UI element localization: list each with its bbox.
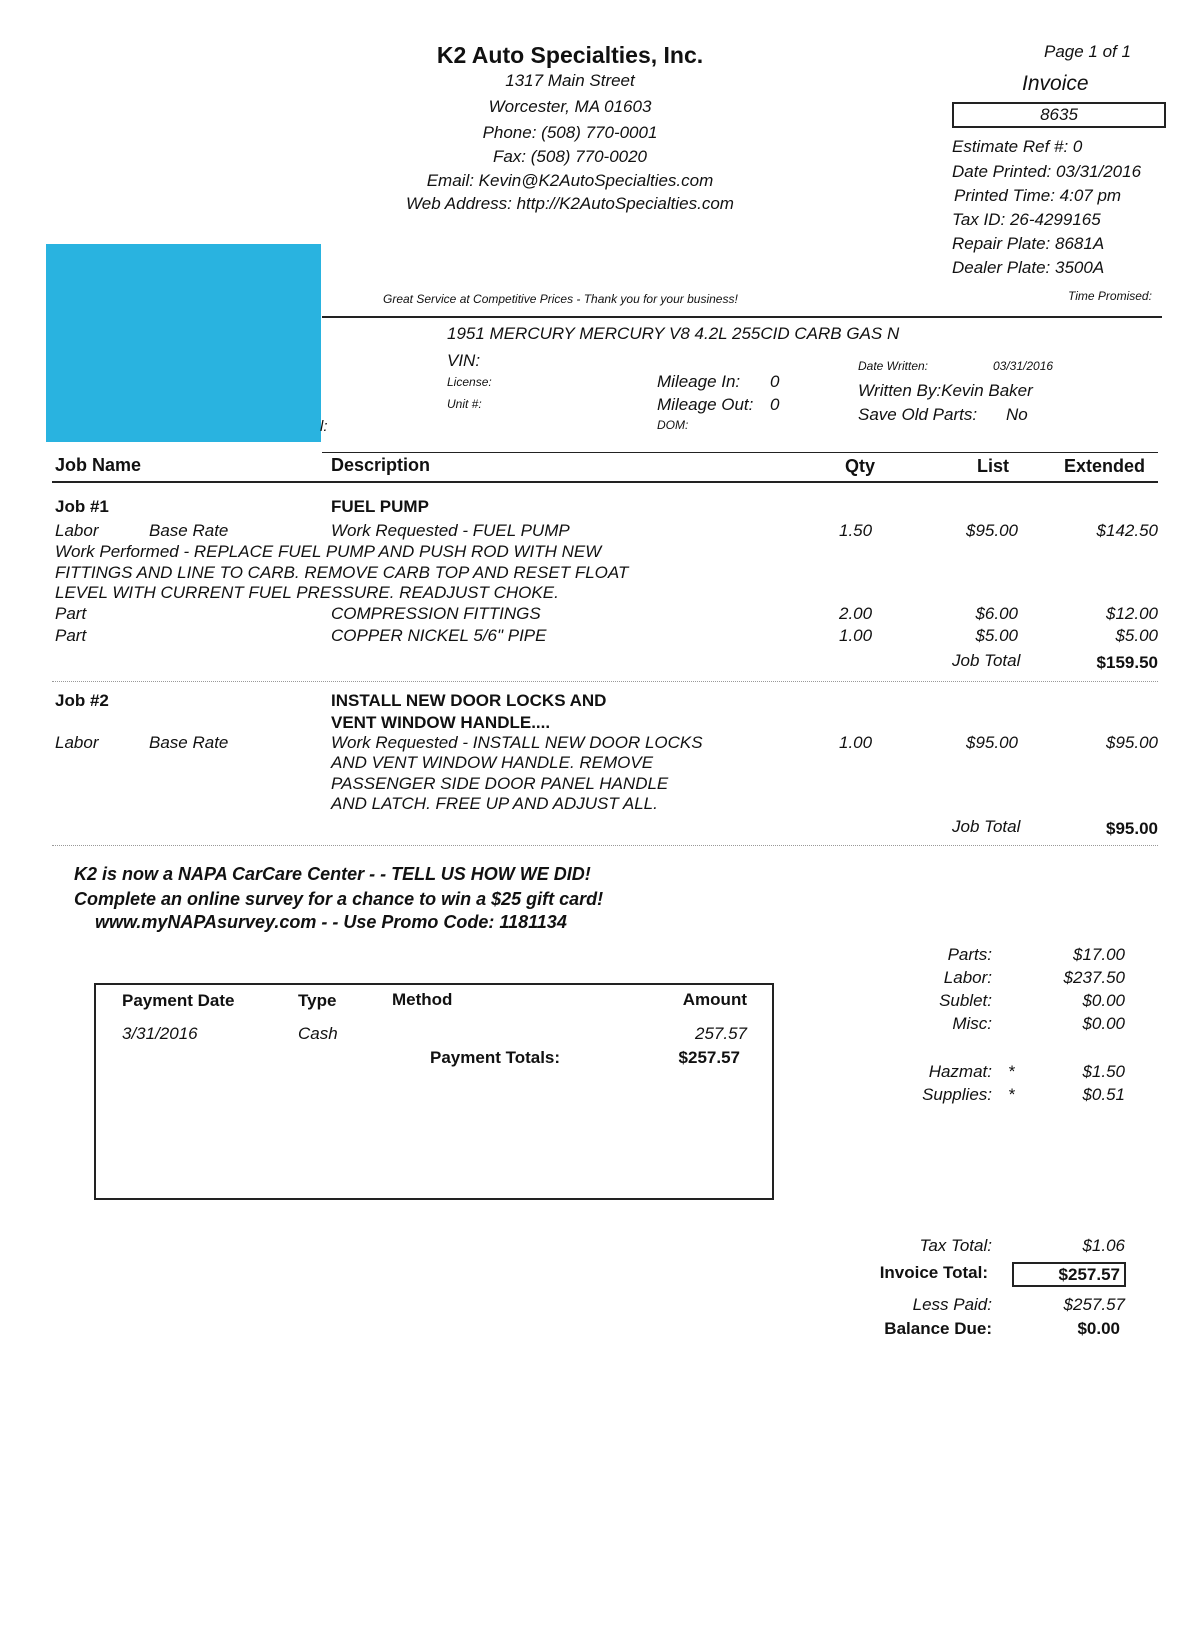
cut-label: l: xyxy=(320,418,328,435)
shop-phone: Phone: (508) 770-0001 xyxy=(482,123,658,142)
payment-method-header: Method xyxy=(392,990,453,1009)
summary-labor-value: $237.50 xyxy=(1063,968,1125,987)
job-2-total-label: Job Total xyxy=(952,817,1021,836)
shop-name: K2 Auto Specialties, Inc. xyxy=(436,42,704,68)
job-2-name-line-2: VENT WINDOW HANDLE.... xyxy=(331,713,551,732)
mileage-in-value: 0 xyxy=(770,372,780,391)
payments-box xyxy=(94,983,774,1200)
job-2-name-line-1: INSTALL NEW DOOR LOCKS AND xyxy=(331,691,607,710)
dom-label: DOM: xyxy=(657,418,689,432)
job-1-name: FUEL PUMP xyxy=(331,497,429,516)
summary-less-paid-label: Less Paid: xyxy=(912,1295,992,1314)
time-promised-label: Time Promised: xyxy=(1068,289,1152,303)
job-1-labor-ext: $142.50 xyxy=(1096,521,1158,540)
job-2-labor-type: Labor xyxy=(55,733,99,752)
payment-row-amount: 257.57 xyxy=(695,1024,747,1043)
job-1-labor-desc: Work Requested - FUEL PUMP xyxy=(331,521,570,540)
job-2-total: $95.00 xyxy=(1106,819,1158,838)
payment-amount-header: Amount xyxy=(682,990,747,1009)
summary-misc-label: Misc: xyxy=(952,1014,992,1033)
shop-tagline: Great Service at Competitive Prices - Thank you for your business! xyxy=(383,292,738,306)
job-1-part-1-type: Part xyxy=(55,604,87,623)
summary-balance-label: Balance Due: xyxy=(884,1319,992,1338)
table-header-line xyxy=(52,481,1158,483)
job-1-part-1-desc: COMPRESSION FITTINGS xyxy=(331,604,541,623)
unit-label: Unit #: xyxy=(447,397,482,411)
summary-labor-label: Labor: xyxy=(943,968,992,987)
shop-email: Email: Kevin@K2AutoSpecialties.com xyxy=(426,171,714,190)
summary-supplies-star: * xyxy=(1008,1085,1015,1104)
payment-type-header: Type xyxy=(298,991,337,1010)
license-label: License: xyxy=(447,375,492,389)
summary-less-paid-value: $257.57 xyxy=(1063,1295,1125,1314)
mileage-in-label: Mileage In: xyxy=(657,372,741,391)
dealer-plate: Dealer Plate: 3500A xyxy=(952,258,1105,277)
shop-fax: Fax: (508) 770-0020 xyxy=(492,147,648,166)
shop-address-2: Worcester, MA 01603 xyxy=(488,97,652,116)
job-2-labor-desc-4: AND LATCH. FREE UP AND ADJUST ALL. xyxy=(331,794,658,813)
save-old-parts-label: Save Old Parts: xyxy=(858,405,978,424)
summary-hazmat-label: Hazmat: xyxy=(928,1062,992,1081)
invoice-number: 8635 xyxy=(1040,105,1078,124)
payment-totals-label: Payment Totals: xyxy=(430,1048,561,1067)
date-written-label: Date Written: xyxy=(858,359,929,373)
summary-supplies-value: $0.51 xyxy=(1082,1085,1125,1104)
vehicle-divider xyxy=(322,316,1162,318)
written-by: Written By:Kevin Baker xyxy=(858,381,1033,400)
summary-sublet-label: Sublet: xyxy=(939,991,992,1010)
job-1-total: $159.50 xyxy=(1096,653,1158,672)
job-2-separator xyxy=(52,845,1158,846)
mileage-out-value: 0 xyxy=(770,395,780,414)
job-2-labor-desc-3: PASSENGER SIDE DOOR PANEL HANDLE xyxy=(331,774,669,793)
shop-web: Web Address: http://K2AutoSpecialties.com xyxy=(406,194,734,213)
job-1-part-2-list: $5.00 xyxy=(975,626,1018,645)
page-count: Page 1 of 1 xyxy=(1044,42,1131,61)
job-1-work-performed-1: Work Performed - REPLACE FUEL PUMP AND PUSH ROD WITH NEW xyxy=(55,542,602,561)
job-1-labor-rate: Base Rate xyxy=(149,521,229,540)
summary-sublet-value: $0.00 xyxy=(1082,991,1125,1010)
job-1-work-performed-3: LEVEL WITH CURRENT FUEL PRESSURE. READJUST CHOKE. xyxy=(55,583,559,602)
summary-parts-value: $17.00 xyxy=(1073,945,1125,964)
job-2-labor-desc-1: Work Requested - INSTALL NEW DOOR LOCKS xyxy=(331,733,703,752)
promo-line-2: Complete an online survey for a chance to win a $25 gift card! xyxy=(74,889,604,909)
mileage-out-label: Mileage Out: xyxy=(657,395,754,414)
job-2-title: Job #2 xyxy=(55,691,109,710)
summary-tax-label: Tax Total: xyxy=(919,1236,992,1255)
repair-plate: Repair Plate: 8681A xyxy=(952,234,1105,253)
job-1-part-1-qty: 2.00 xyxy=(839,604,873,623)
job-1-title: Job #1 xyxy=(55,497,109,516)
payment-row-date: 3/31/2016 xyxy=(122,1024,198,1043)
estimate-ref: Estimate Ref #: 0 xyxy=(952,137,1083,156)
tax-id: Tax ID: 26-4299165 xyxy=(952,210,1101,229)
job-1-separator xyxy=(52,681,1158,682)
job-2-labor-ext: $95.00 xyxy=(1106,733,1158,752)
save-old-parts-value: No xyxy=(1006,405,1028,424)
summary-hazmat-value: $1.50 xyxy=(1082,1062,1125,1081)
summary-misc-value: $0.00 xyxy=(1082,1014,1125,1033)
promo-line-3: www.myNAPAsurvey.com - - Use Promo Code: 1181134 xyxy=(95,912,567,932)
printed-time: Printed Time: 4:07 pm xyxy=(954,186,1122,205)
job-1-labor-type: Labor xyxy=(55,521,99,540)
summary-parts-label: Parts: xyxy=(947,945,992,964)
promo-line-1: K2 is now a NAPA CarCare Center - - TELL US HOW WE DID! xyxy=(74,864,591,884)
job-1-part-1-ext: $12.00 xyxy=(1106,604,1158,623)
summary-tax-value: $1.06 xyxy=(1082,1236,1125,1255)
job-1-part-2-type: Part xyxy=(55,626,87,645)
date-printed: Date Printed: 03/31/2016 xyxy=(952,162,1142,181)
job-1-labor-list: $95.00 xyxy=(966,521,1018,540)
job-1-labor-qty: 1.50 xyxy=(839,521,873,540)
summary-invoice-total-label: Invoice Total: xyxy=(879,1263,988,1282)
job-2-labor-rate: Base Rate xyxy=(149,733,229,752)
payment-date-header: Payment Date xyxy=(122,991,235,1010)
payment-totals-value: $257.57 xyxy=(678,1048,740,1067)
col-list: List xyxy=(977,456,1010,476)
payment-row-type: Cash xyxy=(298,1024,338,1043)
job-1-part-2-desc: COPPER NICKEL 5/6" PIPE xyxy=(331,626,547,645)
summary-hazmat-star: * xyxy=(1008,1062,1015,1081)
summary-balance-value: $0.00 xyxy=(1077,1319,1120,1338)
job-1-work-performed-2: FITTINGS AND LINE TO CARB. REMOVE CARB TOP AND RESET FLOAT xyxy=(55,563,629,582)
shop-address-1: 1317 Main Street xyxy=(505,71,635,90)
invoice-title: Invoice xyxy=(1022,72,1089,95)
col-description: Description xyxy=(331,455,431,475)
col-qty: Qty xyxy=(845,456,876,476)
table-top-line xyxy=(322,452,1158,453)
job-1-part-1-list: $6.00 xyxy=(975,604,1018,623)
job-1-part-2-qty: 1.00 xyxy=(839,626,873,645)
redacted-customer-info xyxy=(46,244,321,442)
vehicle-description: 1951 MERCURY MERCURY V8 4.2L 255CID CARB GAS N xyxy=(447,324,900,343)
vin-label: VIN: xyxy=(447,351,481,370)
col-extended: Extended xyxy=(1064,456,1146,476)
job-2-labor-qty: 1.00 xyxy=(839,733,873,752)
summary-supplies-label: Supplies: xyxy=(922,1085,992,1104)
job-2-labor-list: $95.00 xyxy=(966,733,1018,752)
job-1-total-label: Job Total xyxy=(952,651,1021,670)
date-written-value: 03/31/2016 xyxy=(993,359,1054,373)
col-job-name: Job Name xyxy=(55,455,142,475)
job-1-part-2-ext: $5.00 xyxy=(1115,626,1158,645)
summary-invoice-total-value: $257.57 xyxy=(1058,1265,1120,1284)
job-2-labor-desc-2: AND VENT WINDOW HANDLE. REMOVE xyxy=(331,753,654,772)
